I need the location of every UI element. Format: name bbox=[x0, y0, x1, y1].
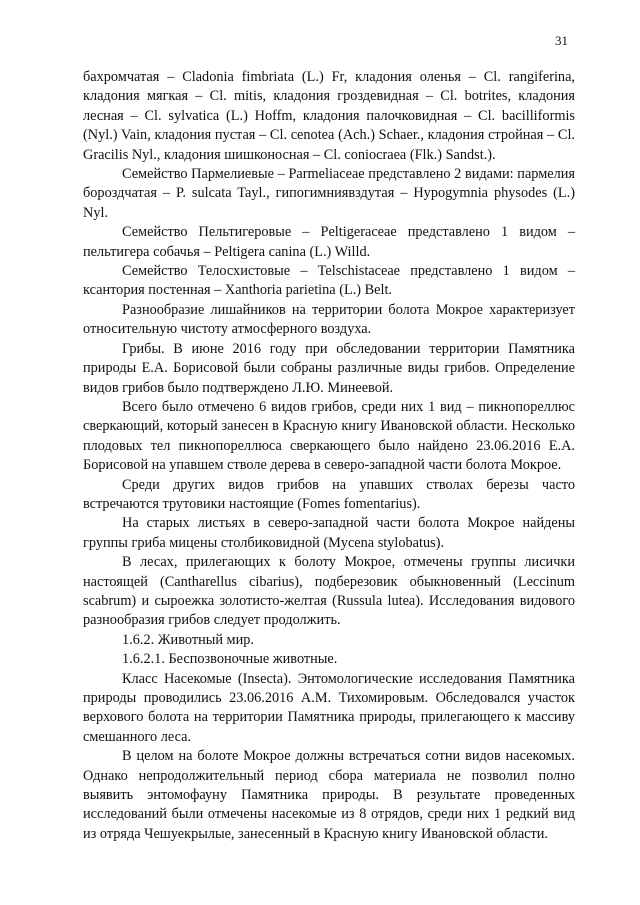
body-text bbox=[83, 68, 575, 844]
paragraph-lichen-diversity: Разнообразие лишайников на территории болота Мокрое характеризует относительную чистоту атмосферного воздуха. bbox=[83, 301, 575, 338]
section-heading-fauna: 1.6.2. Животный мир. bbox=[122, 631, 254, 648]
paragraph-insects-intro: Класс Насекомые (Insecta). Энтомологические исследования Памятника природы проводились 23.06.2016 А.М. Тихомировым. Обследовался участок верхового болота на территории Памятника природы, прилегающего к массиву смешанного леса. bbox=[83, 670, 575, 745]
paragraph-fungi-intro: Грибы. В июне 2016 году при обследовании территории Памятника природы Е.А. Борисовой были собраны различные виды грибов. Определение видов грибов было подтверждено Л.Ю. Минеевой. bbox=[83, 340, 575, 396]
paragraph-fungi-forest: В лесах, прилегающих к болоту Мокрое, отмечены группы лисички настоящей (Cantharellus cibarius), подберезовик обыкновенный (Leccinum scabrum) и сыроежка золотисто-желтая (Russula lutea). Исследования видового разнообразия грибов следует продолжить. bbox=[83, 554, 575, 629]
page-number: 31 bbox=[555, 33, 568, 48]
section-heading-invertebrates: 1.6.2.1. Беспозвоночные животные. bbox=[122, 651, 338, 668]
paragraph-family-parmeliaceae: Семейство Пармелиевые – Parmeliaceae представлено 2 видами: пармелия бороздчатая – P. sulcata Tayl., гипогимниявздутая – Hypogymnia physodes (L.) Nyl. bbox=[83, 166, 575, 221]
paragraph-lichen-species-cladonia: бахромчатая – Cladonia fimbriata (L.) Fr, кладония оленья – Cl. rangiferina, кладония мягкая – Cl. mitis, кладония гроздевидная – Cl. botrites, кладония лесная – Cl. sylvatica (L.) Hoffm, кладония палочковидная – Cl. bacilliformis (Nyl.) Vain, кладония пустая – Cl. cenotea (Ach.) Schaer., кладония стройная – Cl. Gracilis Nyl., кладония шишконосная – Cl. coniocraea (Flk.) Sandst.). bbox=[83, 69, 575, 163]
paragraph-family-peltigeraceae: Семейство Пельтигеровые – Peltigeraceae представлено 1 видом – пельтигера собачья – Peltigera canina (L.) Willd. bbox=[83, 224, 575, 260]
paragraph-fungi-count: Всего было отмечено 6 видов грибов, среди них 1 вид – пикнопореллюс сверкающий, который занесен в Красную книгу Ивановской области. Несколько плодовых тел пикнопореллюса сверкающего было найдено 23.06.2016 Е.А. Борисовой на упавшем стволе дерева в северо-западной части болота Мокрое. bbox=[83, 398, 575, 474]
paragraph-insects-results: В целом на болоте Мокрое должны встречаться сотни видов насекомых. Однако непродолжительный период сбора материала не позволил полно выявить энтомофауну Памятника природы. В результате проведенных исследований были отмечены насекомые из 8 отрядов, среди них 1 редкий вид из отряда Чешуекрылые, занесенный в Красную книгу Ивановской области. bbox=[83, 748, 575, 842]
paragraph-family-teloschistaceae: Семейство Телосхистовые – Telschistaceae представлено 1 видом – ксантория постенная – Xanthoria parietina (L.) Belt. bbox=[83, 263, 575, 299]
paragraph-fungi-tinder: Среди других видов грибов на упавших стволах березы часто встречаются трутовики настоящие (Fomes fomentarius). bbox=[83, 476, 575, 512]
paragraph-fungi-mycena: На старых листьях в северо-западной части болота Мокрое найдены группы гриба мицены столбиковидной (Mycena stylobatus). bbox=[83, 515, 575, 551]
